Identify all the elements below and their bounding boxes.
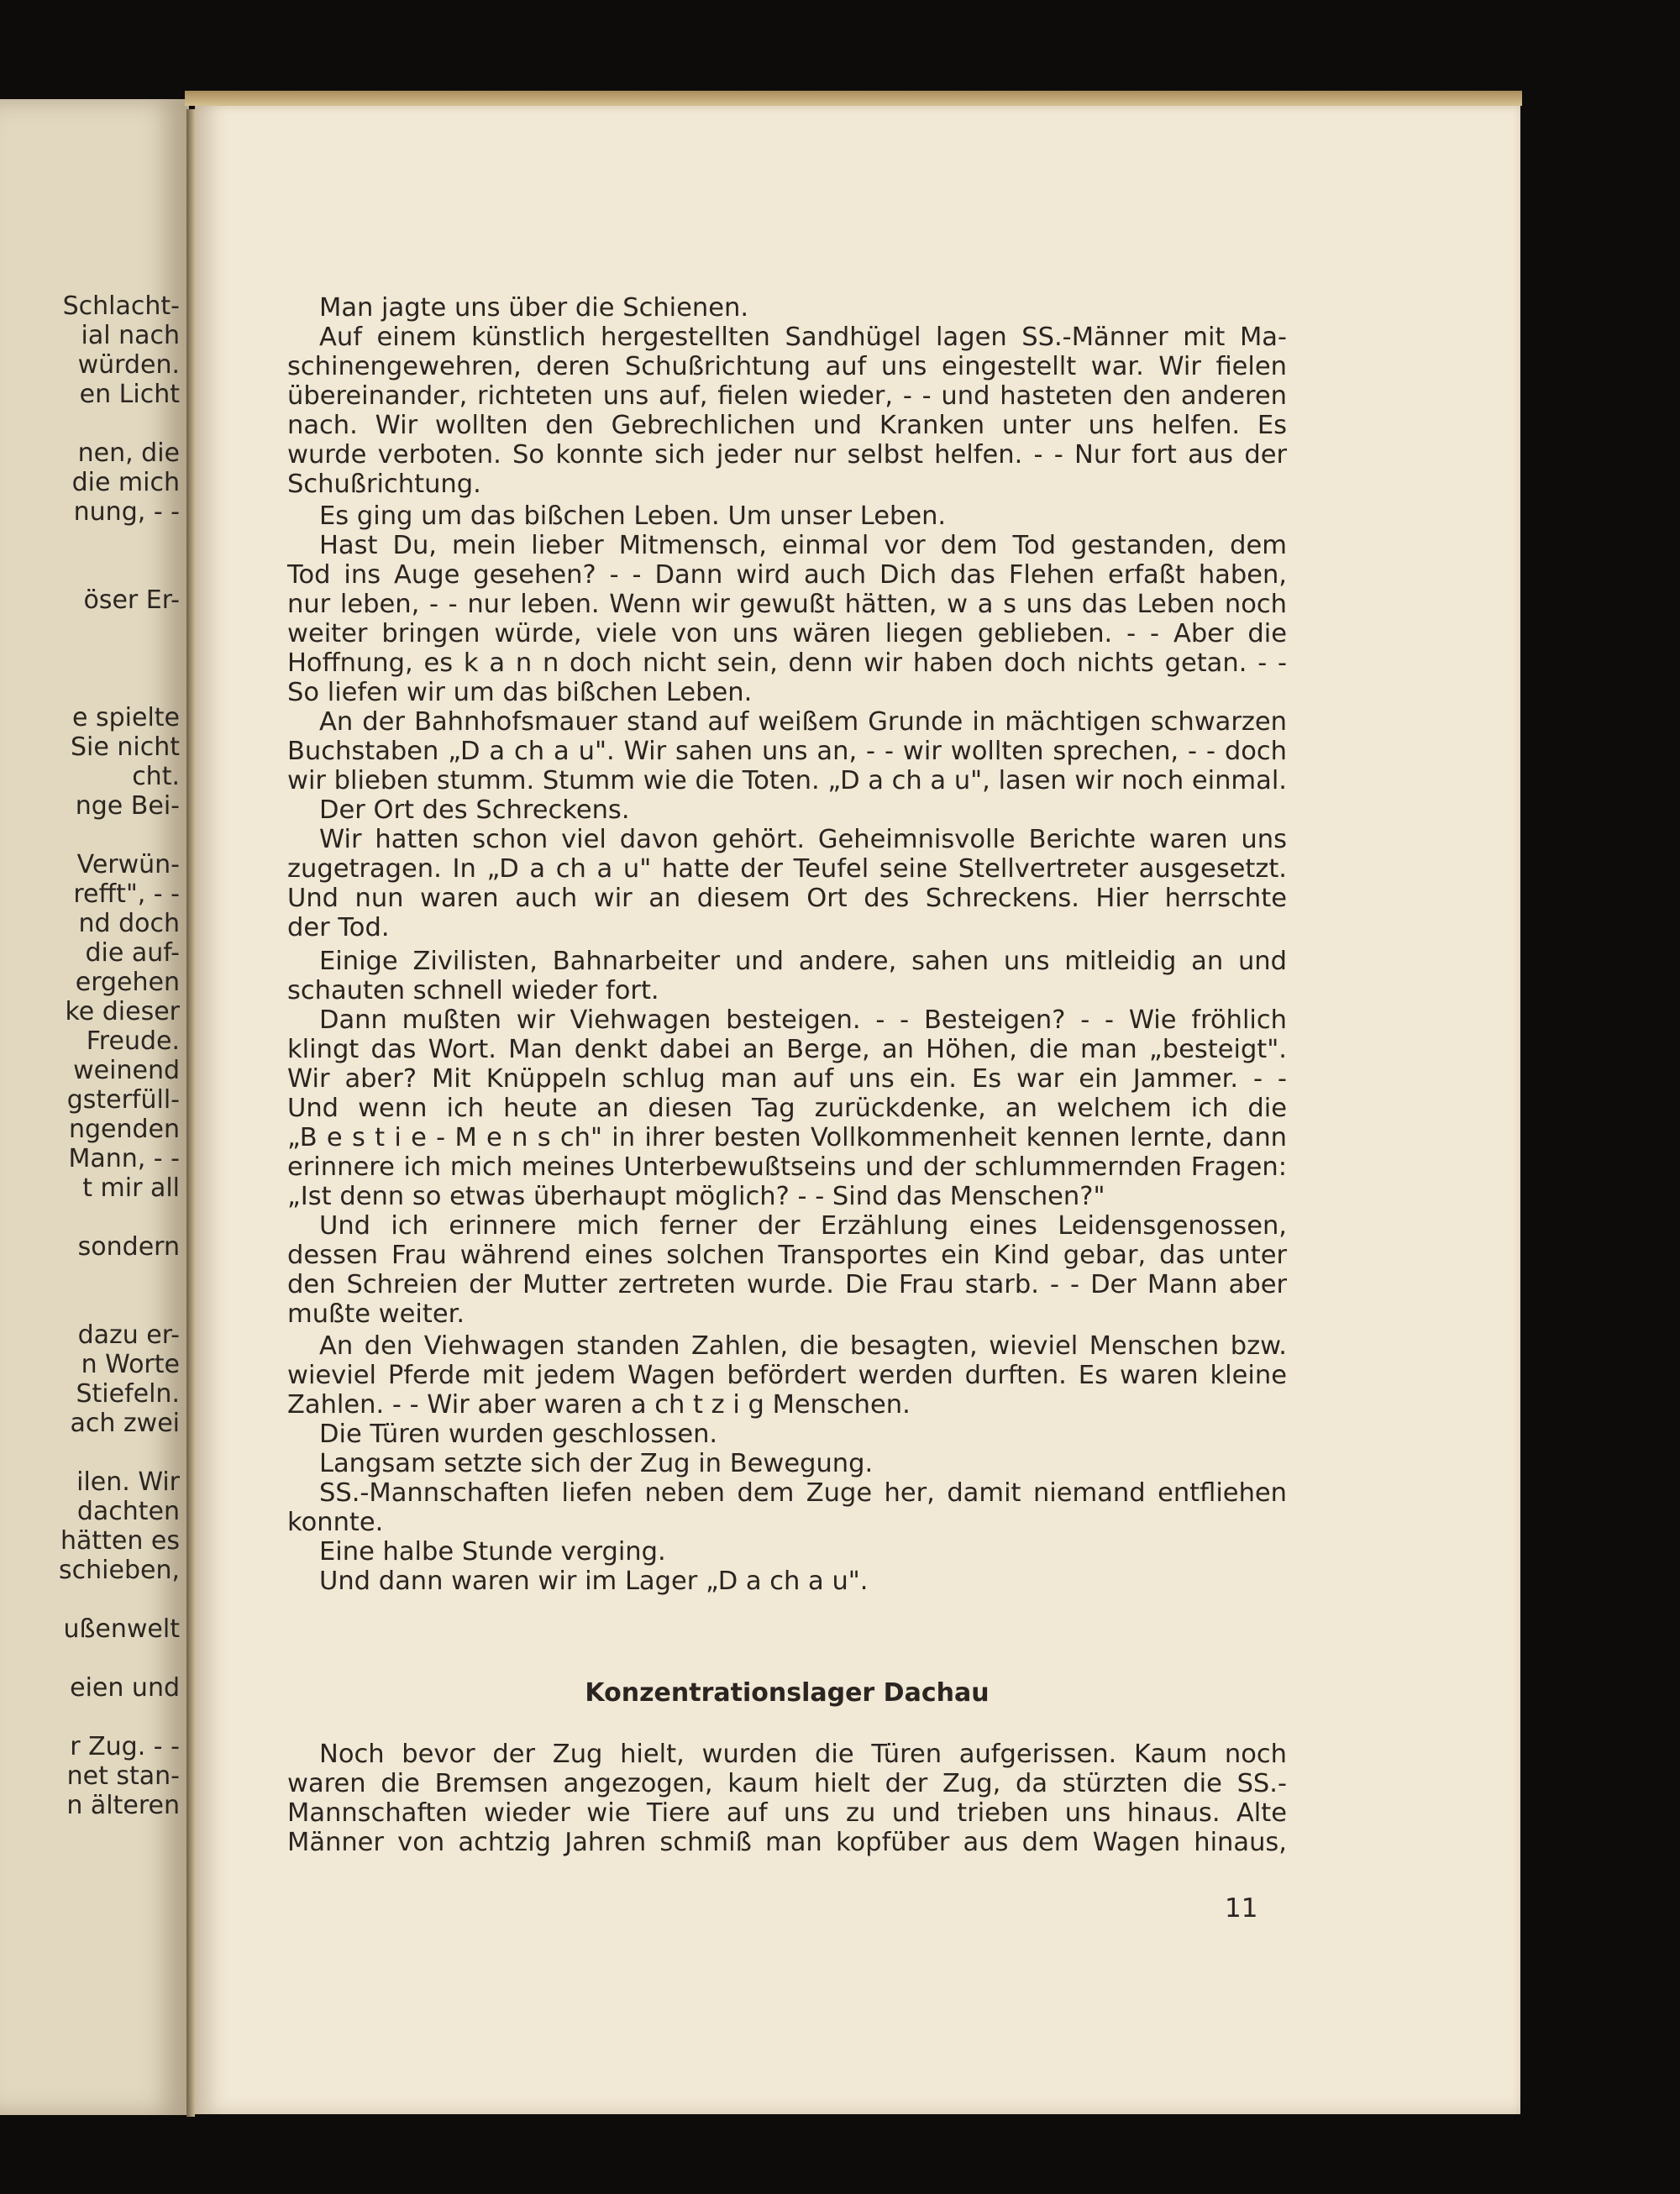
left-text-line: eien und <box>70 1673 180 1703</box>
text-line: Hast Du, mein lieber Mitmensch, einmal vor dem Tod gestanden, dem <box>319 531 1287 560</box>
text-line: „B e s t i e - M e n s ch" in ihrer besten Vollkommenheit kennen lernte, dann <box>287 1123 1287 1152</box>
left-text-line: ußenwelt <box>63 1614 180 1644</box>
left-text-line: net stan- <box>66 1761 180 1791</box>
text-line: Es ging um das bißchen Leben. Um unser Leben. <box>319 501 947 531</box>
left-text-line: Mann, - - <box>68 1144 180 1173</box>
text-line: Zahlen. - - Wir aber waren a ch t z i g Menschen. <box>287 1390 911 1420</box>
left-text-line: r Zug. - - <box>70 1732 180 1761</box>
text-line: An der Bahnhofsmauer stand auf weißem Grunde in mächtigen schwarzen <box>319 707 1287 737</box>
text-line: Wir hatten schon viel davon gehört. Geheimnisvolle Berichte waren uns <box>319 825 1287 854</box>
left-text-line: dazu er- <box>77 1320 180 1350</box>
text-line: der Tod. <box>287 913 390 942</box>
text-line: schauten schnell wieder fort. <box>287 976 659 1005</box>
text-line: Und wenn ich heute an diesen Tag zurückdenke, an welchem ich die <box>287 1094 1287 1123</box>
left-page <box>0 99 189 2115</box>
text-line: Noch bevor der Zug hielt, wurden die Türen aufgerissen. Kaum noch <box>319 1740 1287 1769</box>
left-text-line: nen, die <box>77 438 180 468</box>
left-text-line: die auf- <box>85 938 180 968</box>
text-line: Und nun waren auch wir an diesem Ort des Schreckens. Hier herrschte <box>287 884 1287 913</box>
text-line: Schußrichtung. <box>287 470 481 499</box>
section-heading: Konzentrationslager Dachau <box>585 1678 990 1708</box>
left-text-line: ergehen <box>75 968 180 997</box>
left-text-line: Stiefeln. <box>76 1379 180 1409</box>
left-text-line: n Worte <box>81 1350 180 1379</box>
left-text-line: nung, - - <box>73 497 180 527</box>
text-line: konnte. <box>287 1508 384 1537</box>
text-line: Einige Zivilisten, Bahnarbeiter und andere, sahen uns mitleidig an und <box>319 947 1287 976</box>
left-text-line: Verwün- <box>76 850 180 879</box>
page-number: 11 <box>1225 1893 1258 1924</box>
left-text-line: en Licht <box>79 380 180 409</box>
text-line: Man jagte uns über die Schienen. <box>319 293 749 323</box>
left-text-line: dachten <box>76 1497 180 1526</box>
left-text-line: sondern <box>77 1232 180 1262</box>
text-line: weiter bringen würde, viele von uns wären liegen geblieben. - - Aber die <box>287 619 1287 648</box>
left-text-line: n älteren <box>66 1791 180 1820</box>
page-top-edge <box>185 91 1522 106</box>
text-line: wir blieben stumm. Stumm wie die Toten. „D a ch a u", lasen wir noch einmal. <box>287 766 1287 795</box>
left-text-line: hätten es <box>60 1526 180 1556</box>
left-text-line: refft", - - <box>73 879 180 909</box>
left-text-line: cht. <box>132 762 180 791</box>
left-text-line: e spielte <box>71 703 180 732</box>
left-text-line: t mir all <box>82 1173 180 1203</box>
text-line: wieviel Pferde mit jedem Wagen befördert werden durften. Es waren kleine <box>287 1361 1287 1390</box>
text-line: nur leben, - - nur leben. Wenn wir gewußt hätten, w a s uns das Leben noch <box>287 590 1287 619</box>
text-line: Mannschaften wieder wie Tiere auf uns zu und trieben uns hinaus. Alte <box>287 1798 1287 1828</box>
text-line: klingt das Wort. Man denkt dabei an Berge, an Höhen, die man „besteigt". <box>287 1035 1287 1064</box>
left-text-line: öser Er- <box>83 585 180 615</box>
text-line: SS.-Mannschaften liefen neben dem Zuge her, damit niemand entfliehen <box>319 1478 1287 1508</box>
left-text-line: ngenden <box>68 1115 180 1144</box>
text-line: Eine halbe Stunde verging. <box>319 1537 666 1567</box>
left-text-line: nge Bei- <box>75 791 180 821</box>
left-text-line: ilen. Wir <box>76 1467 180 1497</box>
text-line: Auf einem künstlich hergestellten Sandhügel lagen SS.-Männer mit Ma- <box>319 323 1287 352</box>
left-text-line: Schlacht- <box>62 291 180 321</box>
left-text-line: schieben, <box>59 1556 180 1585</box>
left-text-line: weinend <box>73 1056 180 1085</box>
left-text-line: nd doch <box>78 909 180 938</box>
text-line: übereinander, richteten uns auf, fielen wieder, - - und hasteten den anderen <box>287 381 1287 411</box>
text-line: wurde verboten. So konnte sich jeder nur selbst helfen. - - Nur fort aus der <box>287 440 1287 470</box>
text-line: Tod ins Auge gesehen? - - Dann wird auch Dich das Flehen erfaßt haben, <box>287 560 1287 590</box>
text-line: Wir aber? Mit Knüppeln schlug man auf uns ein. Es war ein Jammer. - - <box>287 1064 1287 1094</box>
text-line: An den Viehwagen standen Zahlen, die besagten, wieviel Menschen bzw. <box>319 1331 1287 1361</box>
left-text-line: Sie nicht <box>71 732 180 762</box>
left-text-line: ke dieser <box>65 997 180 1026</box>
text-line: mußte weiter. <box>287 1299 465 1329</box>
text-line: dessen Frau während eines solchen Transportes ein Kind gebar, das unter <box>287 1241 1287 1270</box>
text-line: schinengewehren, deren Schußrichtung auf uns eingestellt war. Wir fielen <box>287 352 1287 381</box>
left-text-line: würden. <box>77 350 180 380</box>
left-text-line: ach zwei <box>70 1409 180 1438</box>
text-line: den Schreien der Mutter zertreten wurde. Die Frau starb. - - Der Mann aber <box>287 1270 1287 1299</box>
text-line: „Ist denn so etwas überhaupt möglich? - - Sind das Menschen?" <box>287 1182 1105 1211</box>
text-line: Der Ort des Schreckens. <box>319 795 630 825</box>
text-line: Hoffnung, es k a n n doch nicht sein, denn wir haben doch nichts getan. - - <box>287 648 1287 678</box>
text-line: erinnere ich mich meines Unterbewußtseins und der schlummernden Fragen: <box>287 1152 1287 1182</box>
text-line: Langsam setzte sich der Zug in Bewegung. <box>319 1449 874 1478</box>
text-line: Dann mußten wir Viehwagen besteigen. - - Besteigen? - - Wie fröhlich <box>319 1005 1287 1035</box>
text-line: zugetragen. In „D a ch a u" hatte der Teufel seine Stellvertreter ausgesetzt. <box>287 854 1287 884</box>
text-line: Männer von achtzig Jahren schmiß man kopfüber aus dem Wagen hinaus, <box>287 1828 1287 1857</box>
text-line: So liefen wir um das bißchen Leben. <box>287 678 753 707</box>
left-text-line: Freude. <box>86 1026 180 1056</box>
left-text-line: gsterfüll- <box>66 1085 180 1115</box>
left-text-line: die mich <box>71 468 180 497</box>
text-line: waren die Bremsen angezogen, kaum hielt der Zug, da stürzten die SS.- <box>287 1769 1287 1798</box>
text-line: Und ich erinnere mich ferner der Erzählung eines Leidensgenossen, <box>319 1211 1287 1241</box>
text-line: Buchstaben „D a ch a u". Wir sahen uns an, - - wir wollten sprechen, - - doch <box>287 737 1287 766</box>
left-text-line: ial nach <box>81 321 180 350</box>
text-line: Und dann waren wir im Lager „D a ch a u". <box>319 1567 869 1596</box>
text-line: nach. Wir wollten den Gebrechlichen und Kranken unter uns helfen. Es <box>287 411 1287 440</box>
text-line: Die Türen wurden geschlossen. <box>319 1420 718 1449</box>
book-gutter <box>186 109 195 2117</box>
